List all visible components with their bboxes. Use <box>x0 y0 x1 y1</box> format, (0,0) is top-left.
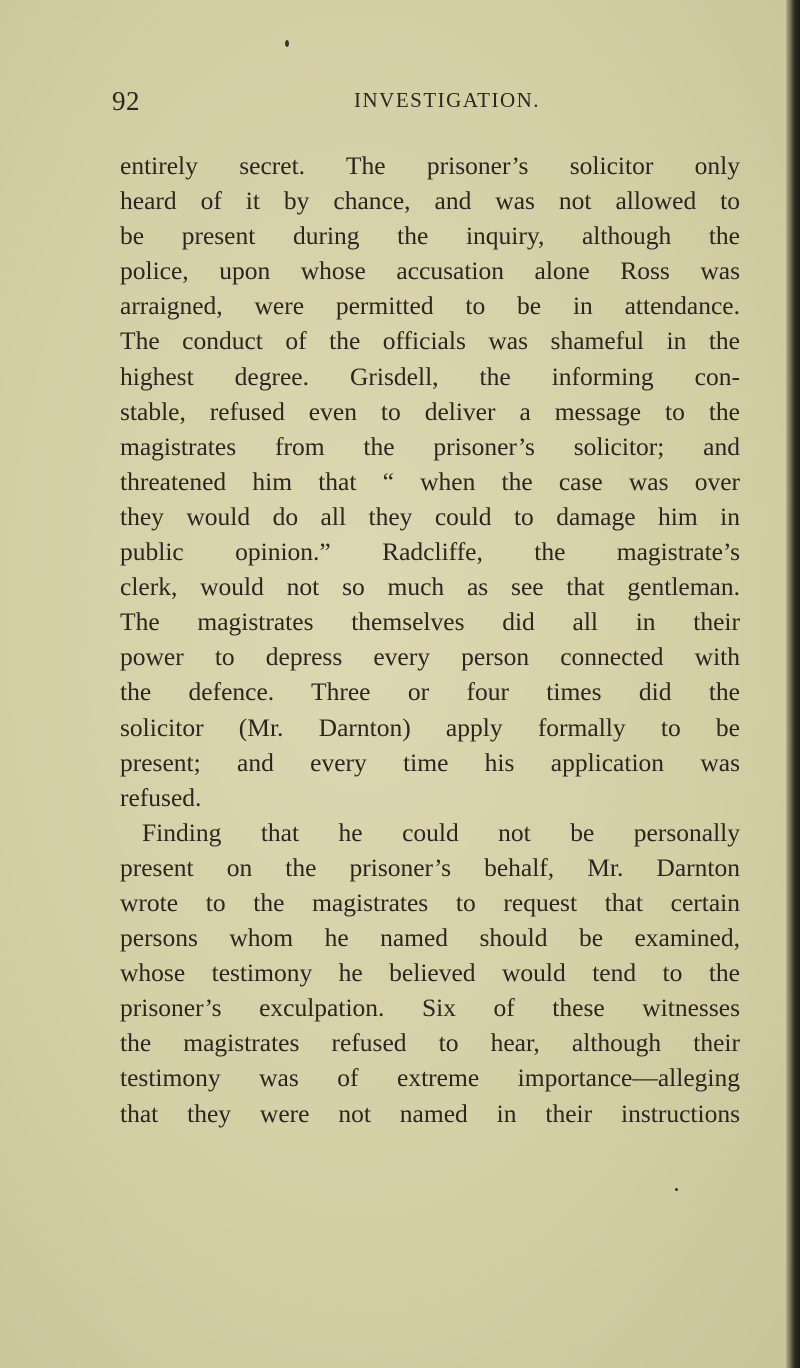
ink-speck <box>675 1188 678 1191</box>
body-text <box>120 148 740 1131</box>
text-line: highest degree. Grisdell, the informing con- <box>120 361 740 391</box>
running-title: INVESTIGATION. <box>354 88 541 112</box>
text-line: The magistrates themselves did all in their <box>120 607 740 637</box>
text-line: public opinion.” Radcliffe, the magistrate’s <box>120 537 740 567</box>
text-line: persons whom he named should be examined, <box>120 923 740 953</box>
paragraph-first-line: Finding that he could not be personally <box>142 817 740 847</box>
text-line: testimony was of extreme importance—alleging <box>120 1063 740 1093</box>
text-line: threatened him that “ when the case was over <box>120 466 740 496</box>
text-line: wrote to the magistrates to request that certain <box>120 887 740 917</box>
text-line: police, upon whose accusation alone Ross was <box>120 256 740 286</box>
text-line: the defence. Three or four times did the <box>120 677 740 707</box>
running-head <box>112 86 732 126</box>
text-line: prisoner’s exculpation. Six of these witnesses <box>120 993 740 1023</box>
text-line: magistrates from the prisoner’s solicitor; and <box>120 431 740 461</box>
text-line: The conduct of the officials was shameful in the <box>120 326 740 356</box>
text-line: clerk, would not so much as see that gentleman. <box>120 572 740 602</box>
text-line: entirely secret. The prisoner’s solicitor only <box>120 151 740 180</box>
text-line: stable, refused even to deliver a message to the <box>120 396 740 426</box>
text-line: that they were not named in their instructions <box>120 1098 740 1128</box>
ink-speck <box>285 40 289 47</box>
text-line: present on the prisoner’s behalf, Mr. Darnton <box>120 852 740 882</box>
page-number: 92 <box>112 86 140 116</box>
text-line: whose testimony he believed would tend to the <box>120 958 740 988</box>
text-line: be present during the inquiry, although the <box>120 221 740 251</box>
text-line: heard of it by chance, and was not allowed to <box>120 186 740 216</box>
text-line: present; and every time his application was <box>120 747 740 777</box>
paragraph-last-line: refused. <box>120 782 202 812</box>
text-line: they would do all they could to damage him in <box>120 501 740 531</box>
text-line: solicitor (Mr. Darnton) apply formally to be <box>120 712 740 742</box>
text-line: the magistrates refused to hear, although their <box>120 1028 740 1058</box>
text-line: power to depress every person connected with <box>120 642 740 672</box>
text-line: arraigned, were permitted to be in attendance. <box>120 291 740 321</box>
book-binding-edge <box>786 0 800 1368</box>
